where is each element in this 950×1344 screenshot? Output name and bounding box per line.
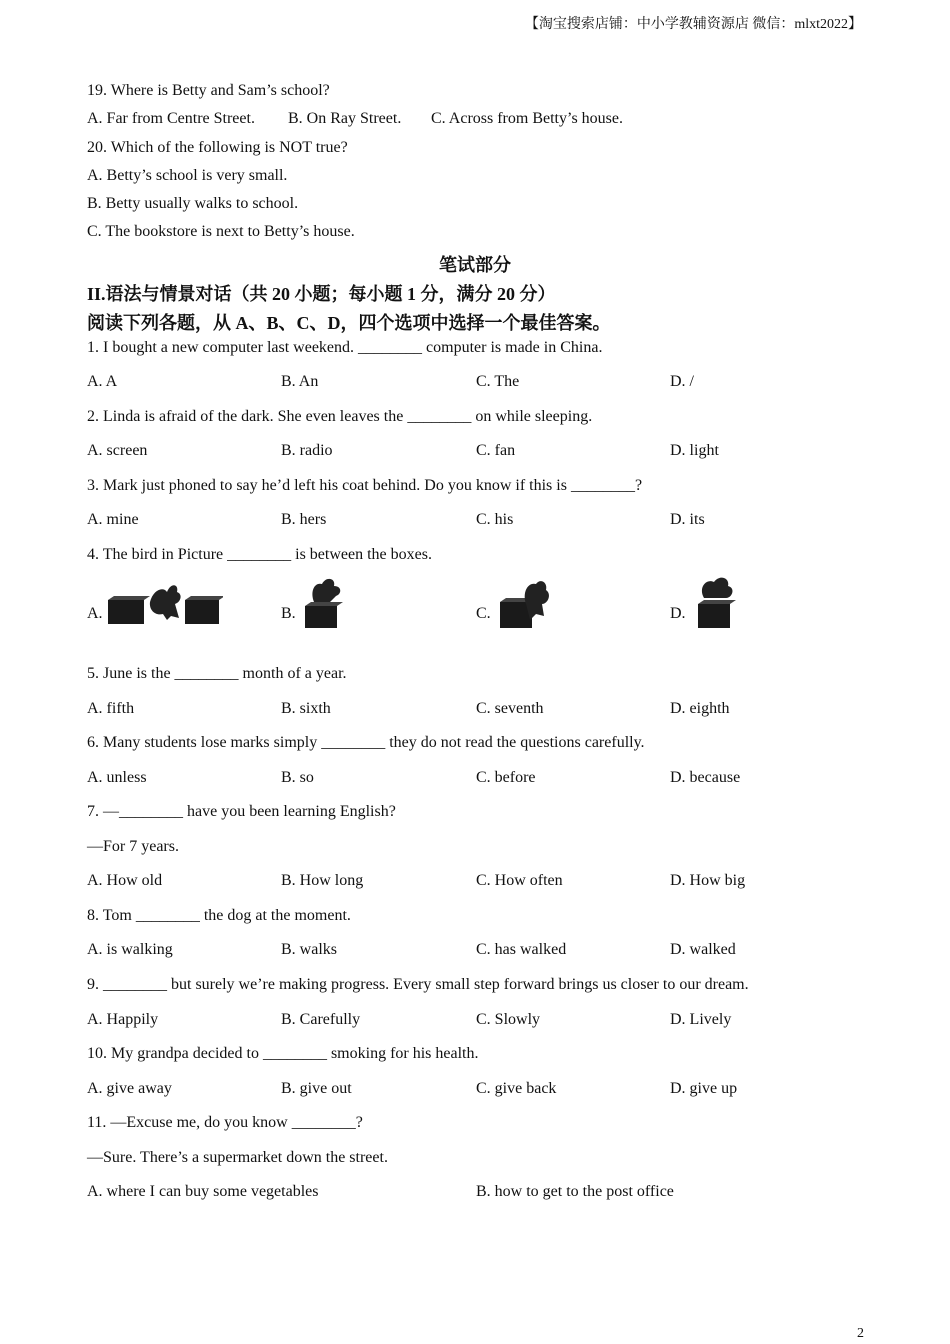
q4-option-b: B. <box>281 605 296 622</box>
question-4: 4. The bird in Picture ________ is between the boxes. <box>87 546 432 563</box>
question-1: 1. I bought a new computer last weekend. ________ computer is made in China. <box>87 339 603 356</box>
q6-option-a: A. unless <box>87 769 147 786</box>
section-title: 笔试部分 <box>439 255 511 275</box>
question-3: 3. Mark just phoned to say he’d left his coat behind. Do you know if this is ________? <box>87 477 643 494</box>
question-9: 9. ________ but surely we’re making progress. Every small step forward brings us closer to our dream. <box>87 976 749 993</box>
q11-option-b: B. how to get to the post office <box>476 1183 674 1200</box>
q3-option-b: B. hers <box>281 511 327 528</box>
q3-option-c: C. his <box>476 511 514 528</box>
q1-option-a: A. A <box>87 373 118 390</box>
q9-option-a: A. Happily <box>87 1011 159 1028</box>
q10-option-c: C. give back <box>476 1080 557 1097</box>
q8-option-d: D. walked <box>670 941 736 958</box>
q7-option-d: D. How big <box>670 872 746 889</box>
q19-option-a: A. Far from Centre Street. <box>87 110 255 127</box>
question-7-reply: —For 7 years. <box>87 838 179 855</box>
part2-title: II.语法与情景对话（共 20 小题；每小题 1 分，满分 20 分） <box>87 284 556 304</box>
q19-option-c: C. Across from Betty’s house. <box>431 110 623 127</box>
q20-option-c: C. The bookstore is next to Betty’s house. <box>87 223 355 240</box>
q7-option-c: C. How often <box>476 872 563 889</box>
q6-option-c: C. before <box>476 769 536 786</box>
question-8: 8. Tom ________ the dog at the moment. <box>87 907 351 924</box>
q5-option-c: C. seventh <box>476 700 544 717</box>
q5-option-d: D. eighth <box>670 700 730 717</box>
page-header: 【淘宝搜索店铺：中小学教辅资源店 微信：mlxt2022】 <box>524 17 862 32</box>
q10-option-b: B. give out <box>281 1080 352 1097</box>
question-19: 19. Where is Betty and Sam’s school? <box>87 82 330 99</box>
question-5: 5. June is the ________ month of a year. <box>87 665 347 682</box>
question-11: 11. —Excuse me, do you know ________? <box>87 1114 363 1131</box>
q9-option-b: B. Carefully <box>281 1011 361 1028</box>
q7-option-a: A. How old <box>87 872 163 889</box>
bird-above-box-picture <box>692 576 740 630</box>
q4-option-d: D. <box>670 605 686 622</box>
part2-instruction: 阅读下列各题，从 A、B、C、D，四个选项中选择一个最佳答案。 <box>87 313 611 333</box>
q2-option-a: A. screen <box>87 442 148 459</box>
question-2: 2. Linda is afraid of the dark. She even leaves the ________ on while sleeping. <box>87 408 593 425</box>
q4-option-c: C. <box>476 605 491 622</box>
q8-option-c: C. has walked <box>476 941 567 958</box>
q10-option-a: A. give away <box>87 1080 172 1097</box>
q2-option-c: C. fan <box>476 442 516 459</box>
question-11-reply: —Sure. There’s a supermarket down the street. <box>87 1149 388 1166</box>
question-10: 10. My grandpa decided to ________ smoking for his health. <box>87 1045 479 1062</box>
bird-between-boxes-picture <box>105 580 223 628</box>
page-number: 2 <box>857 1326 864 1341</box>
q2-option-b: B. radio <box>281 442 333 459</box>
q7-option-b: B. How long <box>281 872 364 889</box>
q11-option-a: A. where I can buy some vegetables <box>87 1183 319 1200</box>
bird-on-box-picture <box>300 576 348 630</box>
q19-option-b: B. On Ray Street. <box>288 110 402 127</box>
q20-option-a: A. Betty’s school is very small. <box>87 167 288 184</box>
q6-option-b: B. so <box>281 769 314 786</box>
q1-option-b: B. An <box>281 373 319 390</box>
q3-option-a: A. mine <box>87 511 139 528</box>
q9-option-c: C. Slowly <box>476 1011 541 1028</box>
q10-option-d: D. give up <box>670 1080 738 1097</box>
question-20: 20. Which of the following is NOT true? <box>87 139 348 156</box>
q1-option-d: D. / <box>670 373 694 390</box>
q1-option-c: C. The <box>476 373 520 390</box>
bird-beside-box-picture <box>496 576 556 630</box>
q6-option-d: D. because <box>670 769 741 786</box>
q8-option-a: A. is walking <box>87 941 173 958</box>
q8-option-b: B. walks <box>281 941 337 958</box>
q5-option-b: B. sixth <box>281 700 331 717</box>
q3-option-d: D. its <box>670 511 705 528</box>
q4-option-a: A. <box>87 605 103 622</box>
q9-option-d: D. Lively <box>670 1011 732 1028</box>
q2-option-d: D. light <box>670 442 719 459</box>
q5-option-a: A. fifth <box>87 700 135 717</box>
question-6: 6. Many students lose marks simply ________ they do not read the questions carefully. <box>87 734 645 751</box>
question-7: 7. —________ have you been learning English? <box>87 803 396 820</box>
q20-option-b: B. Betty usually walks to school. <box>87 195 299 212</box>
